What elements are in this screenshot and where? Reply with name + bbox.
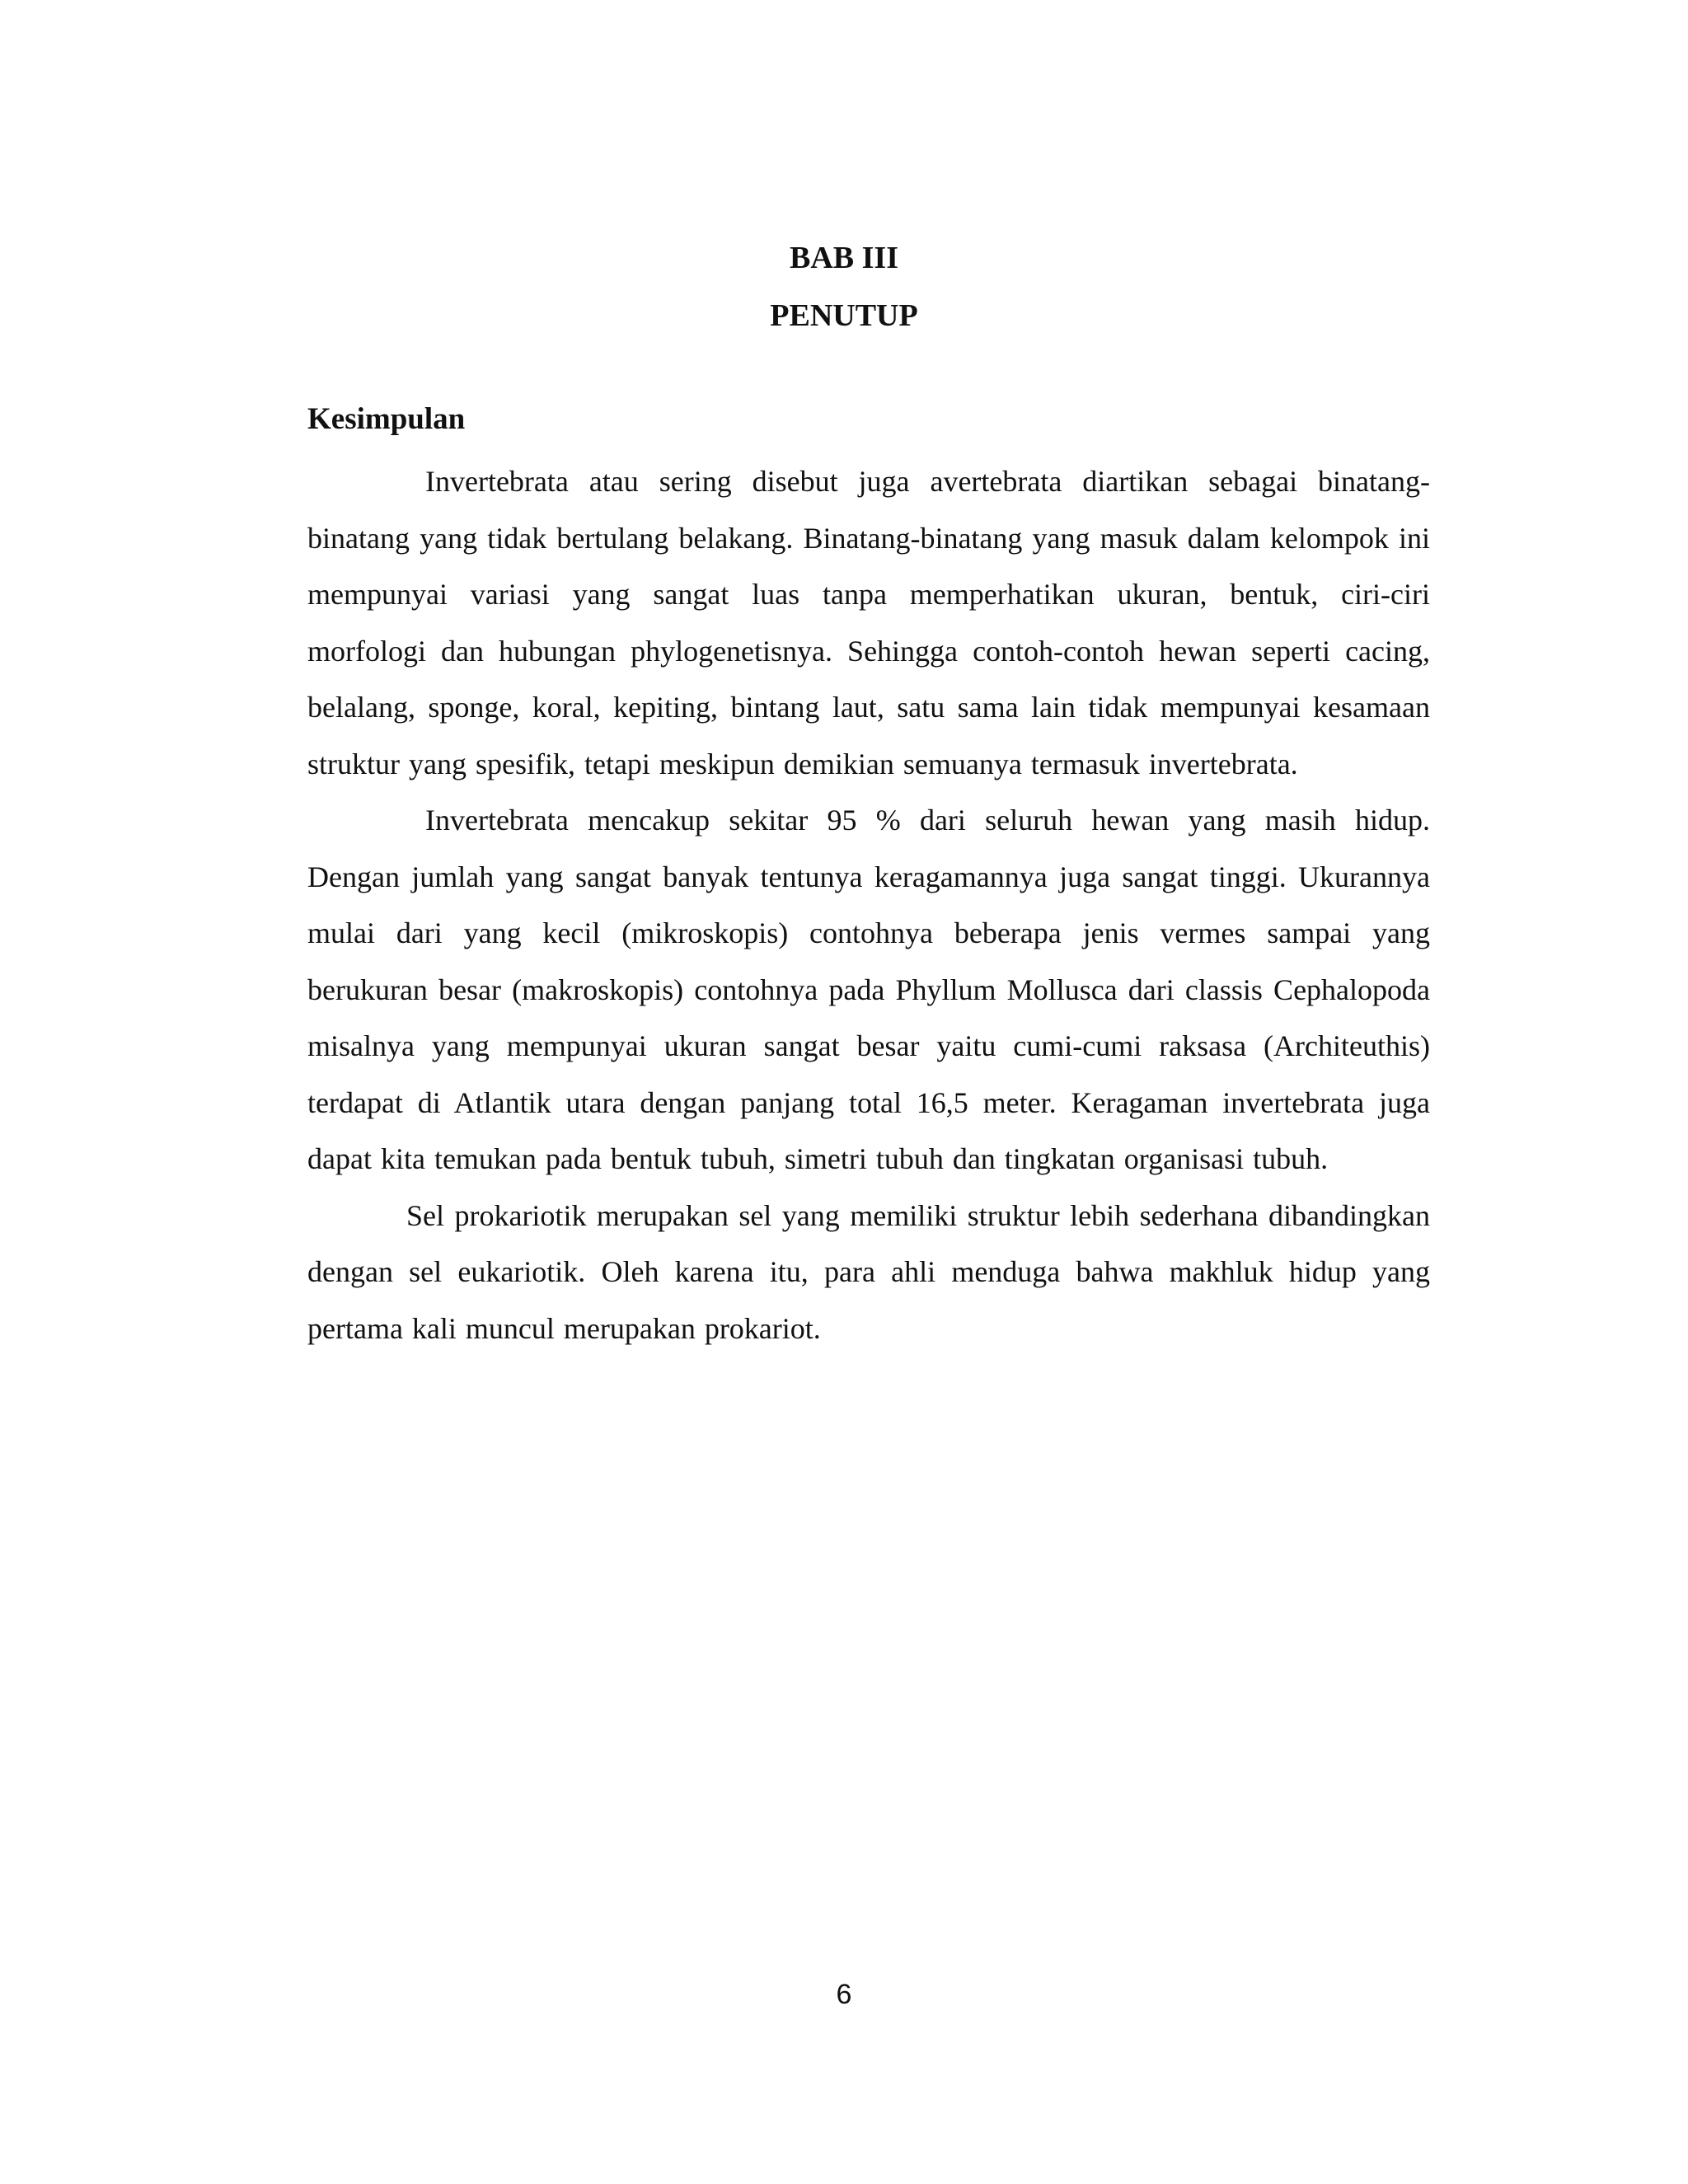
body-text	[307, 453, 1430, 1357]
page-number: 6	[836, 1979, 852, 2010]
section-title: Kesimpulan	[307, 402, 466, 436]
paragraph-1: Invertebrata atau sering disebut juga avertebrata diartikan sebagai binatang-binatang yang tidak bertulang belakang. Binatang-binatang yang masuk dalam kelompok ini mempunyai variasi yang sangat luas tanpa memperhatikan ukuran, bentuk, ciri-ciri morfologi dan hubungan phylogenetisnya. Sehingga contoh-contoh hewan seperti cacing, belalang, sponge, koral, kepiting, bintang laut, satu sama lain tidak mempunyai kesamaan struktur yang spesifik, tetapi meskipun demikian semuanya termasuk invertebrata.	[307, 465, 1430, 780]
paragraph-3: Sel prokariotik merupakan sel yang memiliki struktur lebih sederhana dibandingkan dengan sel eukariotik. Oleh karena itu, para ahli menduga bahwa makhluk hidup yang pertama kali muncul merupakan prokariot.	[307, 1198, 1430, 1345]
chapter-heading	[0, 229, 1688, 344]
chapter-title: PENUTUP	[770, 298, 918, 333]
chapter-number: BAB III	[790, 241, 898, 275]
paragraph-2: Invertebrata mencakup sekitar 95 % dari seluruh hewan yang masih hidup. Dengan jumlah yang sangat banyak tentunya keragamannya juga sangat tinggi. Ukurannya mulai dari yang kecil (mikroskopis) contohnya beberapa jenis vermes sampai yang berukuran besar (makroskopis) contohnya pada Phyllum Mollusca dari classis Cephalopoda misalnya yang mempunyai ukuran sangat besar yaitu cumi-cumi raksasa (Architeuthis) terdapat di Atlantik utara dengan panjang total 16,5 meter. Keragaman invertebrata juga dapat kita temukan pada bentuk tubuh, simetri tubuh dan tingkatan organisasi tubuh.	[307, 804, 1430, 1175]
